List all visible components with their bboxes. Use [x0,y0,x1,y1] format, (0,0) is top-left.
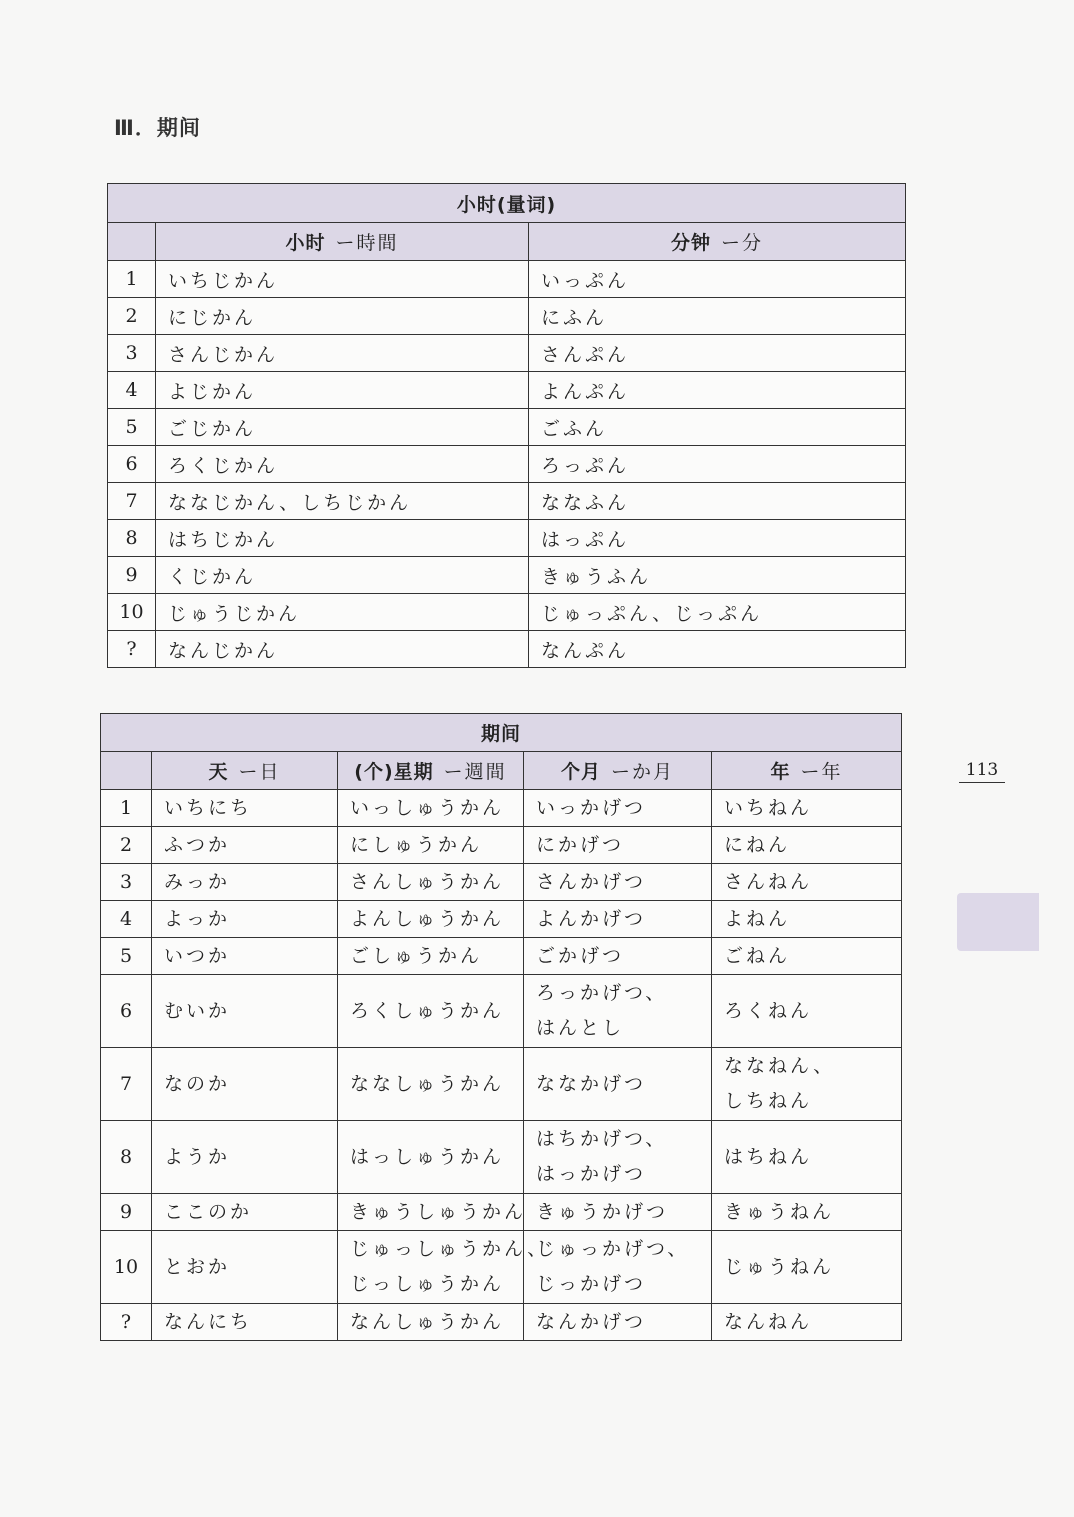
day-reading [152,1121,338,1194]
year-reading-line: しちねん [724,1090,813,1112]
day-reading [152,938,338,975]
column-header-suffix: ー週間 [443,761,507,783]
week-reading-line: はっしゅうかん [350,1145,505,1168]
month-reading-line: はちかげつ、 [536,1128,668,1150]
day-reading-line: ここのか [164,1200,253,1223]
hour-reading: いちじかん [156,261,529,298]
column-header-month [524,752,712,790]
week-reading-line: さんしゅうかん [350,870,505,893]
hour-reading: なんじかん [156,631,529,668]
year-reading [712,827,902,864]
month-reading-line: きゅうかげつ [536,1200,669,1223]
month-reading-line: ななかげつ [536,1072,647,1095]
table-row [108,298,906,335]
minute-reading: ごふん [529,409,906,446]
year-reading [712,1048,902,1121]
table-row [101,901,902,938]
day-reading-line: いちにち [164,796,253,819]
month-reading-line: じゅっかげつ、 [536,1238,690,1260]
month-reading-line: いっかげつ [536,796,647,819]
year-reading [712,1121,902,1194]
day-reading [152,1304,338,1341]
year-reading-line: ろくねん [724,999,813,1022]
table-row [101,827,902,864]
table-row [108,372,906,409]
year-reading-line: なんねん [724,1310,813,1333]
table-title: 小时(量词) [108,184,906,223]
column-header-label: 天 [208,761,229,783]
year-reading-line: よねん [724,907,791,930]
row-number: 8 [101,1121,152,1194]
year-reading [712,975,902,1048]
column-header-day [152,752,338,790]
table-body [101,790,902,1341]
period-table [100,713,902,1341]
row-number: 4 [108,372,156,409]
table-row [101,1121,902,1194]
month-reading-line: ごかげつ [536,944,625,967]
week-reading [338,1194,527,1231]
year-reading [712,1231,902,1304]
month-reading-line: なんかげつ [536,1310,647,1333]
column-header-suffix: ー年 [800,761,843,783]
minute-reading: よんぷん [529,372,906,409]
row-number: 4 [101,901,152,938]
day-reading [152,1194,338,1231]
row-number: 6 [101,975,152,1048]
column-header-hour [156,223,529,261]
page-number: 113 [959,760,1005,783]
column-header-suffix: ー分 [721,232,764,254]
table-row [101,864,902,901]
day-reading [152,901,338,938]
year-reading [712,1304,902,1341]
hour-reading: ななじかん、しちじかん [156,483,529,520]
month-reading [524,1121,712,1194]
column-header-suffix: ーか月 [611,761,675,783]
table-row [108,409,906,446]
table-row [101,790,902,827]
row-number: 5 [108,409,156,446]
row-number: 7 [101,1048,152,1121]
week-reading-line: いっしゅうかん [350,796,505,819]
row-number: 8 [108,520,156,557]
column-header-minute [529,223,906,261]
table-row [108,520,906,557]
month-reading-line: ろっかげつ、 [536,982,668,1004]
number-column-header [108,223,156,261]
row-number: 1 [108,261,156,298]
week-reading [338,938,524,975]
week-reading-line: ごしゅうかん [350,944,483,967]
month-reading [524,827,712,864]
hour-reading: よじかん [156,372,529,409]
hour-reading: はちじかん [156,520,529,557]
number-column-header [101,752,152,790]
table-row [108,335,906,372]
day-reading [152,864,338,901]
month-reading [524,1231,712,1304]
table-body [108,261,906,668]
year-reading [712,938,902,975]
day-reading-line: よっか [164,907,231,930]
column-header-label: 小时 [285,232,326,254]
year-reading [712,790,902,827]
month-reading-line: はっかげつ [536,1163,647,1185]
year-reading-line: きゅうねん [724,1200,835,1223]
table-row [108,446,906,483]
hour-reading: ろくじかん [156,446,529,483]
month-reading [524,901,712,938]
month-reading [524,1048,712,1121]
hour-reading: くじかん [156,557,529,594]
week-reading-line: なんしゅうかん [350,1310,505,1333]
column-header-week [338,752,524,790]
column-header-label: 年 [770,761,791,783]
week-reading [338,1121,524,1194]
week-reading [338,790,524,827]
month-reading [524,938,712,975]
table-row [101,1231,902,1304]
year-reading-line: にねん [724,833,791,856]
day-reading [152,1048,338,1121]
day-reading [152,975,338,1048]
row-number: ? [108,631,156,668]
chapter-side-tab [957,893,1039,951]
row-number: 3 [108,335,156,372]
hour-reading: ごじかん [156,409,529,446]
table-row [101,1194,902,1231]
day-reading [152,827,338,864]
year-reading-line: ななねん、 [724,1055,836,1077]
year-reading [712,901,902,938]
hours-minutes-table [107,183,906,668]
hour-reading: さんじかん [156,335,529,372]
week-reading [338,864,524,901]
month-reading [524,790,712,827]
row-number: 1 [101,790,152,827]
year-reading-line: じゅうねん [724,1255,835,1278]
day-reading-line: ふつか [164,833,231,856]
month-reading-line: じっかげつ [536,1273,647,1295]
column-header-label: 个月 [560,761,601,783]
day-reading [152,1231,338,1304]
day-reading [152,790,338,827]
column-header-suffix: ー日 [238,761,281,783]
week-reading [338,1231,550,1304]
table-row [108,594,906,631]
row-number: 6 [108,446,156,483]
week-reading [338,827,524,864]
column-header-suffix: ー時間 [335,232,399,254]
column-header-label: (个)星期 [354,761,434,783]
week-reading [338,1048,524,1121]
week-reading-line: にしゅうかん [350,833,483,856]
week-reading [338,975,524,1048]
minute-reading: ななふん [529,483,906,520]
table-row [108,261,906,298]
row-number: 2 [101,827,152,864]
week-reading-line: きゅうしゅうかん [350,1200,527,1223]
month-reading-line: さんかげつ [536,870,647,893]
year-reading-line: さんねん [724,870,813,893]
week-reading [338,1304,524,1341]
row-number: 3 [101,864,152,901]
row-number: 10 [101,1231,152,1304]
table-row [101,975,902,1048]
week-reading-line: ななしゅうかん [350,1072,505,1095]
month-reading [524,975,712,1048]
table-row [108,557,906,594]
section-title: Ⅲ．期间 [114,116,201,140]
year-reading-line: ごねん [724,944,791,967]
row-number: 10 [108,594,156,631]
day-reading-line: みっか [164,870,231,893]
hour-reading: じゅうじかん [156,594,529,631]
minute-reading: さんぷん [529,335,906,372]
row-number: 7 [108,483,156,520]
minute-reading: にふん [529,298,906,335]
minute-reading: じゅっぷん、じっぷん [529,594,906,631]
week-reading-line: じゅっしゅうかん、 [350,1238,550,1260]
table-row [101,938,902,975]
minute-reading: いっぷん [529,261,906,298]
row-number: ? [101,1304,152,1341]
week-reading [338,901,524,938]
minute-reading: ろっぷん [529,446,906,483]
table-row [101,1304,902,1341]
month-reading-line: にかげつ [536,833,625,856]
week-reading-line: よんしゅうかん [350,907,505,930]
month-reading [524,1304,712,1341]
day-reading-line: むいか [164,999,231,1022]
month-reading [524,864,712,901]
week-reading-line: じっしゅうかん [350,1273,505,1295]
table-title: 期间 [101,714,902,752]
row-number: 2 [108,298,156,335]
week-reading-line: ろくしゅうかん [350,999,505,1022]
minute-reading: なんぷん [529,631,906,668]
row-number: 5 [101,938,152,975]
day-reading-line: なのか [164,1072,231,1095]
row-number: 9 [101,1194,152,1231]
month-reading [524,1194,712,1231]
column-header-year [712,752,902,790]
day-reading-line: とおか [164,1255,231,1278]
year-reading-line: いちねん [724,796,813,819]
month-reading-line: よんかげつ [536,907,647,930]
year-reading-line: はちねん [724,1145,813,1168]
day-reading-line: ようか [164,1145,231,1168]
column-header-label: 分钟 [670,232,711,254]
hour-reading: にじかん [156,298,529,335]
minute-reading: はっぷん [529,520,906,557]
month-reading-line: はんとし [536,1017,625,1039]
table-row [108,483,906,520]
table-row [108,631,906,668]
row-number: 9 [108,557,156,594]
day-reading-line: いつか [164,944,231,967]
year-reading [712,864,902,901]
year-reading [712,1194,902,1231]
table-row [101,1048,902,1121]
minute-reading: きゅうふん [529,557,906,594]
day-reading-line: なんにち [164,1310,253,1333]
